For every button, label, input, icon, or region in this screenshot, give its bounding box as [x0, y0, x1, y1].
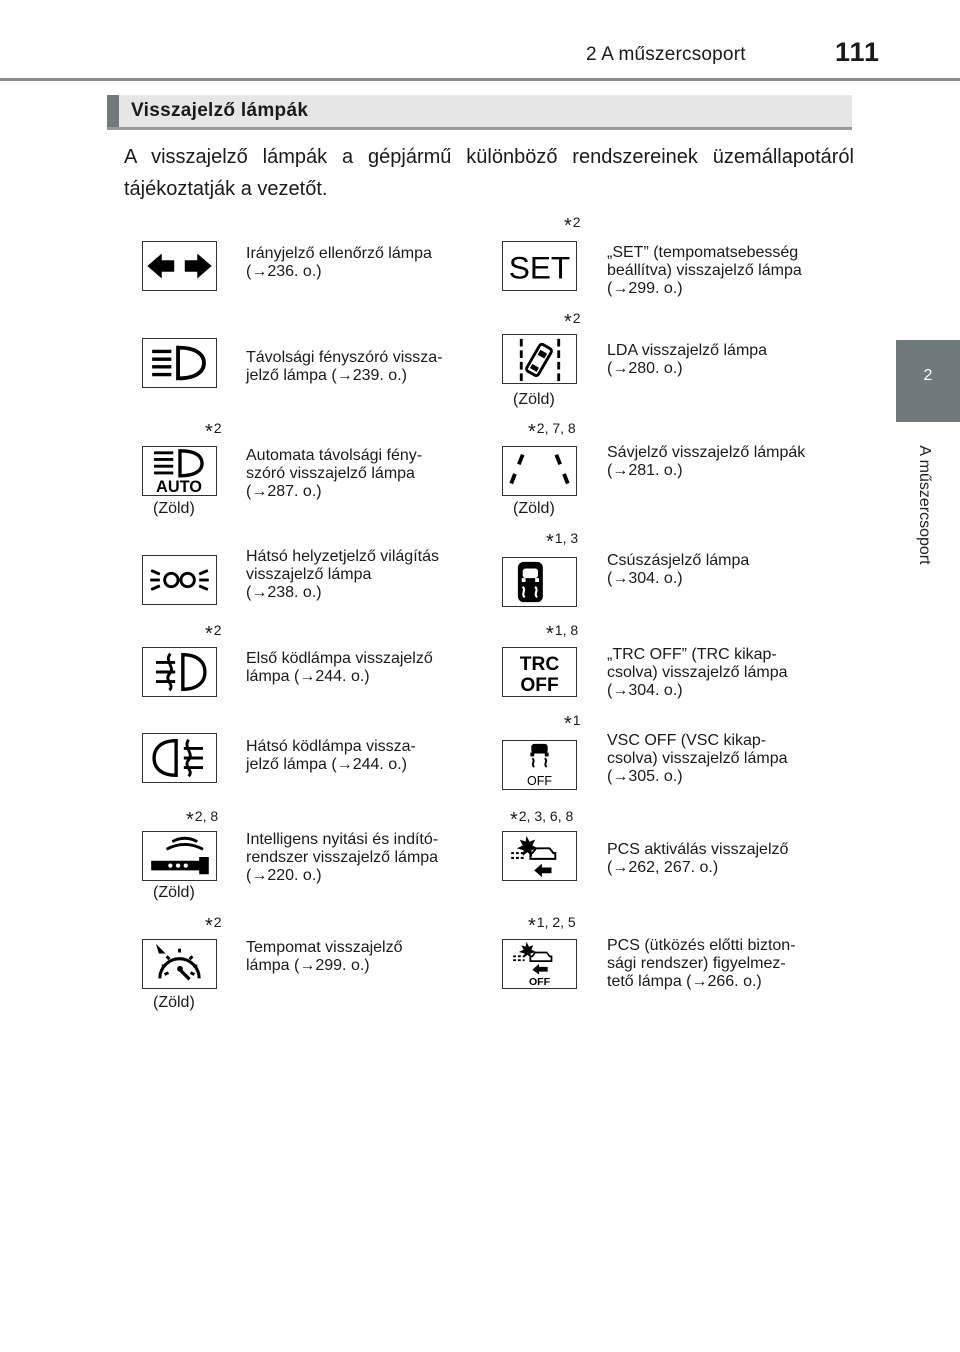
high-beam-icon: [142, 338, 217, 388]
vsc-off-icon: [502, 740, 577, 790]
desc-line: „SET” (tempomatsebesség: [607, 244, 799, 261]
footnote-ref: *2, 3, 6, 8: [510, 808, 574, 831]
footnote-number: 2: [213, 914, 222, 930]
desc-line: szóró visszajelző lámpa: [246, 465, 415, 482]
chapter-tab: 2: [896, 340, 960, 422]
trc-off-icon: [502, 647, 577, 697]
page-number: 111: [835, 37, 881, 67]
desc-high-beam: [246, 349, 486, 385]
cruise-control-icon: [142, 939, 217, 989]
desc-line: Hátsó helyzetjelző világítás: [246, 548, 439, 565]
desc-line: Tempomat visszajelző: [246, 939, 403, 956]
desc-slip: [607, 552, 847, 588]
desc-line: Csúszásjelző lámpa: [607, 552, 750, 569]
footnote-ref: *2: [564, 214, 581, 237]
footnote-number: 1: [572, 712, 581, 728]
footnote-ref: *1: [564, 712, 581, 735]
desc-line: (→220. o.): [246, 867, 322, 884]
pcs-icon: [502, 831, 577, 881]
front-fog-icon: [142, 647, 217, 697]
desc-line: (→305. o.): [607, 768, 683, 785]
desc-lda: [607, 342, 847, 378]
desc-line: lámpa (→244. o.): [246, 668, 370, 685]
pcs-warning-off-icon: [502, 939, 577, 989]
turn-signal-icon: [142, 241, 217, 291]
chapter-side-label: [904, 420, 944, 590]
desc-set: [607, 244, 847, 298]
desc-cruise-control: [246, 939, 486, 975]
desc-line: Távolsági fényszóró vissza-: [246, 349, 443, 366]
footnote-number: 2: [213, 420, 222, 436]
desc-line: (→280. o.): [607, 360, 683, 377]
desc-line: „TRC OFF” (TRC kikap-: [607, 646, 777, 663]
desc-line: Első ködlámpa visszajelző: [246, 650, 433, 667]
lane-lines-icon: [502, 446, 577, 496]
color-label: (Zöld): [513, 500, 555, 517]
desc-line: Intelligens nyitási és indító-: [246, 831, 439, 848]
desc-pcs: [607, 841, 847, 877]
desc-trc-off: [607, 646, 847, 700]
set-icon-text: SET: [508, 249, 571, 286]
desc-line: jelző lámpa (→239. o.): [246, 367, 407, 384]
desc-line: visszajelző lámpa: [246, 566, 372, 583]
footnote-ref: *1, 8: [546, 622, 579, 645]
desc-line: tető lámpa (→266. o.): [607, 973, 762, 990]
desc-line: beállítva) visszajelző lámpa: [607, 262, 802, 279]
desc-line: Automata távolsági fény-: [246, 447, 423, 464]
off-text: OFF: [520, 675, 559, 696]
desc-line: Irányjelző ellenőrző lámpa: [246, 245, 432, 262]
set-icon: [502, 241, 577, 291]
desc-line: (→304. o.): [607, 682, 683, 699]
desc-vsc-off: [607, 732, 847, 786]
desc-line: (→262, 267. o.): [607, 859, 719, 876]
footnote-number: 2, 8: [194, 808, 219, 824]
svg-text:AUTO: AUTO: [156, 478, 202, 495]
desc-line: csolva) visszajelző lámpa: [607, 750, 788, 767]
desc-line: (→304. o.): [607, 570, 683, 587]
footnote-ref: *2: [205, 914, 222, 937]
desc-line: sági rendszer) figyelmez-: [607, 955, 786, 972]
desc-line: Hátsó ködlámpa vissza-: [246, 738, 416, 755]
desc-line: (→238. o.): [246, 584, 322, 601]
desc-line: LDA visszajelző lámpa: [607, 342, 768, 359]
color-label: (Zöld): [153, 884, 195, 901]
desc-rear-fog: [246, 738, 486, 774]
section-heading: [107, 95, 852, 130]
desc-line: (→236. o.): [246, 263, 322, 280]
footnote-number: 1, 3: [554, 530, 579, 546]
desc-line: PCS (ütközés előtti bizton-: [607, 937, 796, 954]
header-rule: [0, 78, 960, 81]
desc-line: (→299. o.): [607, 280, 683, 297]
footnote-ref: *2: [564, 310, 581, 333]
footnote-number: 2: [572, 310, 581, 326]
footnote-ref: *1, 3: [546, 530, 579, 553]
desc-lane-lines: [607, 444, 847, 480]
footnote-ref: *1, 2, 5: [528, 914, 576, 937]
desc-line: (→287. o.): [246, 483, 322, 500]
footnote-number: 1, 2, 5: [536, 914, 576, 930]
desc-smart-key: [246, 831, 486, 885]
desc-line: Sávjelző visszajelző lámpák: [607, 444, 806, 461]
color-label: (Zöld): [153, 500, 195, 517]
desc-turn-signal: [246, 245, 486, 281]
lda-icon: [502, 334, 577, 384]
desc-line: csolva) visszajelző lámpa: [607, 664, 788, 681]
desc-auto-high-beam: [246, 447, 486, 501]
section-title: Visszajelző lámpák: [131, 100, 309, 121]
desc-line: lámpa (→299. o.): [246, 957, 370, 974]
footnote-ref: *2, 7, 8: [528, 420, 576, 443]
footnote-number: 2, 7, 8: [536, 420, 576, 436]
desc-line: rendszer visszajelző lámpa: [246, 849, 439, 866]
trc-text: TRC: [519, 654, 560, 676]
desc-front-fog: [246, 650, 486, 686]
smart-key-icon: [142, 831, 217, 881]
running-header-section: 2 A műszercsoport: [586, 44, 746, 65]
footnote-ref: *2: [205, 420, 222, 443]
intro-paragraph: A visszajelző lámpák a gépjármű különböző rendszereinek üzemállapotáról tájékoztatják a vezetőt.: [124, 146, 854, 200]
desc-tail-light: [246, 548, 486, 602]
footnote-ref: *2: [205, 622, 222, 645]
chapter-side-label-text: A műszercsoport: [916, 445, 933, 565]
rear-fog-icon: [142, 733, 217, 783]
tail-light-icon: [142, 555, 217, 605]
desc-line: jelző lámpa (→244. o.): [246, 756, 407, 773]
footnote-number: 2: [572, 214, 581, 230]
pcs-off-text: OFF: [528, 976, 551, 988]
auto-high-beam-icon: [142, 446, 217, 496]
desc-line: (→281. o.): [607, 462, 683, 479]
footnote-number: 1, 8: [554, 622, 579, 638]
desc-line: VSC OFF (VSC kikap-: [607, 732, 767, 749]
color-label: (Zöld): [513, 391, 555, 408]
desc-line: PCS aktiválás visszajelző: [607, 841, 789, 858]
footnote-ref: *2, 8: [186, 808, 219, 831]
desc-pcs-warning: [607, 937, 847, 991]
section-heading-bar: [107, 95, 119, 127]
vsc-off-text: OFF: [527, 774, 552, 789]
color-label: (Zöld): [153, 994, 195, 1011]
footnote-number: 2: [213, 622, 222, 638]
footnote-number: 2, 3, 6, 8: [518, 808, 574, 824]
slip-icon: [502, 557, 577, 607]
